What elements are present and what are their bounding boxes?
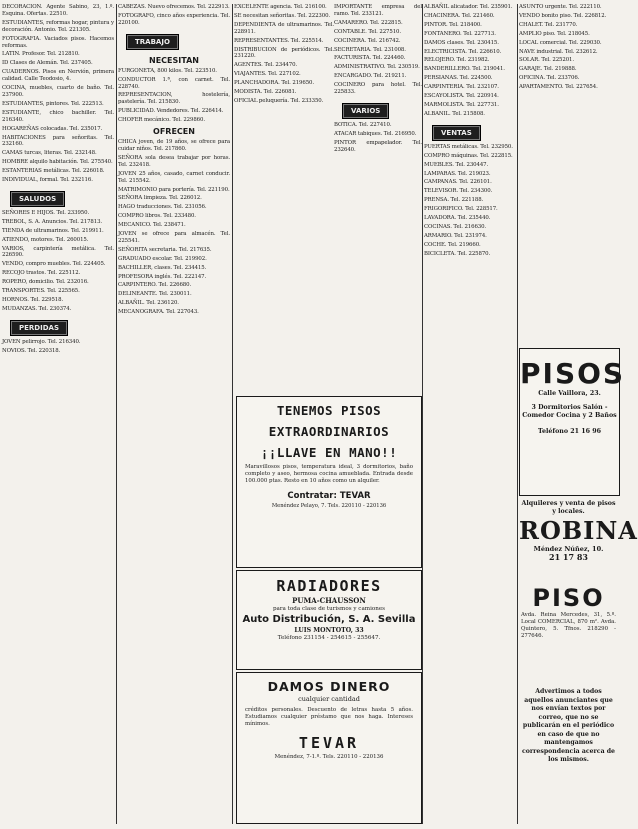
column-divider (116, 4, 117, 824)
ads-group (2, 210, 114, 313)
subheader-ofrecen: OFRECEN (153, 127, 195, 137)
classified-ad: IMPORTANTE empresa del ramo. Tel. 233121. (334, 4, 422, 17)
classified-ad: ARMARIO. Tel. 231974. (424, 232, 487, 239)
classified-ad: JOVEN pelirrojo. Tel. 216340. (2, 338, 81, 345)
classified-ad: SEÑORA sola desea trabajar por horas. Tel. 232418. (118, 154, 230, 168)
ad-title: PISO (532, 584, 605, 612)
classified-ad: LAMPARAS. Tel. 219023. (424, 170, 491, 177)
classified-ad: ESTUDIANTES, reformas hogar, pintura y decoración. Antonio. Tel. 221305. (2, 19, 114, 33)
ad-box-radiadores (236, 570, 422, 670)
classified-ad: VARIOS, carpintería metálica. Tel. 226590. (2, 245, 114, 259)
classified-ad: MARMOLISTA. Tel. 227731. (424, 101, 499, 108)
classified-ad: CAMPANAS. Tel. 226101. (424, 179, 492, 186)
classified-ad: DECORACION. Agente Sabino, 23, 1.º. Esquina. Ofertas. 22510. (2, 4, 114, 17)
ad-box-pisos (519, 348, 626, 496)
classified-ad: ESTANTERIAS metálicas. Tel. 226018. (2, 168, 105, 175)
classified-ad: REPRESENTANTES. Tel. 225514. (234, 37, 324, 44)
classified-ad: CONTABLE. Tel. 227510. (334, 28, 401, 35)
classified-ad: DEPENDIENTA de ultramarinos. Tel. 228911. (234, 21, 334, 35)
classified-ad: CONDUCTOR 1.ª, con carnet. Tel. 228740. (118, 76, 230, 90)
subheader-necesitan: NECESITAN (149, 55, 199, 65)
ads-group (2, 101, 114, 184)
classified-ad: COCINAS. Tel. 216630. (424, 223, 487, 230)
ad-address: Calle Vaillora, 23. (538, 390, 601, 397)
ad-brand: PUMA-CHAUSSON (292, 596, 366, 605)
classified-ad: DAMOS clases. Tel. 230415. (424, 39, 499, 46)
classified-ad: CHICA joven, de 19 años, se ofrece para cuidar niños. Tel. 217860. (118, 139, 230, 152)
ad-title: DAMOS DINERO (267, 679, 391, 694)
column-2 (118, 4, 230, 318)
ad-body: Maravillosos pisos, temperatura ideal, 3 dormitorios, baño completo y aseo, hermosa cocina amueblada. Entrada desde 100.000 ptas. Resto en 10 años como un alquiler. (245, 464, 413, 484)
classified-ad: SEÑORA limpieza. Tel. 226012. (118, 195, 202, 202)
classified-ad: SOLAR. Tel. 225201. (519, 57, 574, 64)
ad-contact: Contratar: TEVAR (287, 490, 371, 501)
ad-address: Menéndez Pelayo, 7. Tels. 220110 - 220136 (271, 502, 387, 509)
column-6 (519, 4, 618, 344)
classified-ad: BOTICA. Tel. 227410. (334, 121, 392, 128)
ad-box-piso (519, 584, 618, 684)
classified-ad: PINTOR empapelador. Tel. 232640. (334, 139, 422, 153)
classified-ad: ADMINISTRATIVO. Tel. 230519. (334, 64, 420, 71)
classified-ad: HAGO traducciones. Tel. 231056. (118, 204, 207, 211)
ad-title-line: EXTRAORDINARIOS (268, 424, 390, 439)
classified-ad: TIENDA de ultramarinos. Tel. 219911. (2, 227, 104, 234)
classified-ad: BANDERILLERO. Tel. 219041. (424, 66, 505, 73)
classified-ad: AGENTES. Tel. 234470. (234, 62, 298, 69)
section-header-ventas: VENTAS (432, 125, 481, 141)
classified-ad: OFICINA. Tel. 233706. (519, 75, 580, 82)
classified-ad: HOGAREÑAS colocadas. Tel. 235017. (2, 125, 103, 132)
ad-company: Auto Distribución, S. A. Sevilla (242, 614, 416, 625)
section-header-varios: VARIOS (342, 103, 389, 119)
column-1 (2, 4, 114, 357)
column-5 (424, 4, 516, 260)
classified-ad: TREBOL, S. A. Anuncios. Tel. 217813. (2, 218, 103, 225)
classified-ad: DISTRIBUCION de periódicos. Tel. 231220. (234, 46, 334, 60)
classified-ad: APARTAMENTO. Tel. 227654. (519, 84, 598, 91)
ad-title-line: TENEMOS PISOS (276, 403, 382, 418)
classified-ad: PLANCHADORA. Tel. 219650. (234, 80, 314, 87)
classified-ad: HORNOS. Tel. 229518. (2, 297, 64, 303)
classified-ad: MUEBLES. Tel. 230447. (424, 161, 489, 168)
classified-ad: ENCARGADO. Tel. 219211. (334, 73, 407, 80)
classified-ad: PERSIANAS. Tel. 224500. (424, 75, 493, 82)
ad-box-damos-dinero (236, 672, 422, 824)
classified-ad: RECOJO trastos. Tel. 225112. (2, 270, 81, 277)
classified-ad: RELOJERO. Tel. 231982. (424, 57, 490, 64)
classified-ad: FACTURISTA. Tel. 224460. (334, 55, 406, 62)
classified-ad: ESTUDIANTE, chico bachiller. Tel. 216340. (2, 109, 114, 123)
classified-ad: LOCAL comercial. Tel. 229030. (519, 39, 602, 46)
classified-ad: GRADUADO escolar. Tel. 219902. (118, 255, 207, 262)
classified-ad: JOVEN se ofrece para almacén. Tel. 225541. (118, 231, 230, 244)
ad-phone: Teléfono 21 16 96 (538, 428, 601, 435)
ad-header: Alquileres y venta de pisos y locales. (521, 500, 616, 515)
classified-ad: JOVEN 25 años, casado, carnet conducir. Tel. 215542. (118, 170, 230, 184)
ad-body: créditos personales. Descuento de letras hasta 5 años. Estudiamos cualquier préstamo que nos haga. Intereses mínimos. (245, 707, 413, 727)
ad-box-robina (519, 500, 638, 582)
classified-ad: NOVIOS. Tel. 220318. (2, 347, 61, 354)
classified-ad: FOTOGRAFIA. Vaciados pisos. Hacemos reformas. (2, 35, 114, 49)
column-divider (422, 4, 423, 824)
ad-title: PISOS (520, 357, 626, 390)
classified-ad: FONTANERO. Tel. 227713. (424, 30, 496, 37)
section-header-perdidas: PERDIDAS (10, 320, 68, 336)
classified-ad: MECANOGRAFA. Tel. 227043. (118, 309, 199, 316)
classified-ad: ALBANIL. Tel. 215808. (424, 110, 485, 117)
ad-address: LUIS MONTOTO, 33 (294, 627, 364, 634)
classified-ad: HABITACIONES para señoritas. Tel. 232160. (2, 134, 114, 148)
classified-ad: COMPRO máquinas. Tel. 222815. (424, 152, 513, 159)
classified-ad: CAMARERO. Tel. 222815. (334, 19, 403, 26)
classified-ad: ID Clases de Alemán. Tel. 237405. (2, 60, 93, 67)
classified-ad: NAVE industrial. Tel. 232612. (519, 48, 598, 55)
classified-ad: ASUNTO urgente. Tel. 222110. (519, 4, 602, 10)
classified-ad: CARPINTERIA. Tel. 232107. (424, 84, 499, 91)
classified-ad: COCINERO para hotel. Tel. 225833. (334, 82, 422, 96)
ad-title-line: ¡¡LLAVE EN MANO!! (260, 445, 398, 460)
classified-ad: SECRETARIA. Tel. 231008. (334, 46, 406, 53)
classified-ad: SE necesitan señoritas. Tel. 222300. (234, 12, 331, 19)
classified-ad: GARAJE. Tel. 219888. (519, 66, 577, 73)
classified-ad: COCINA, muebles, cuarto de baño. Tel. 237900. (2, 85, 114, 98)
classified-ad: VIAJANTES. Tel. 227102. (234, 71, 301, 78)
ad-address: Méndez Núñez, 10. (533, 545, 604, 553)
ads-group (2, 339, 114, 355)
classified-ad: CAMAS turcas, literas. Tel. 232148. (2, 150, 97, 157)
ad-phones: Teléfono 231154 - 254615 - 255647. (277, 635, 381, 641)
classified-ad: ESCAYOLISTA. Tel. 220914. (424, 93, 499, 100)
classified-ad: FRIGORIFICO. Tel. 228517. (424, 206, 498, 213)
classified-ad: CARPINTERO. Tel. 226680. (118, 282, 192, 289)
classified-ad: PRENSA. Tel. 221188. (424, 197, 484, 204)
classified-ad: TELEVISOR. Tel. 234300. (424, 188, 493, 195)
classified-ad: COMPRO libros. Tel. 233480. (118, 213, 196, 220)
column-divider (517, 4, 518, 824)
classified-ad: PINTOR. Tel. 218400. (424, 21, 482, 28)
classified-ad: MATRIMONIO para portería. Tel. 221190. (118, 186, 230, 193)
classified-ad: SEÑORITA secretaria. Tel. 217635. (118, 246, 212, 253)
classified-ad: ATIENDO, motores. Tel. 260015. (2, 236, 89, 243)
classified-ad: CABEZAS. Nuevo ofrecemos. Tel. 222913. (118, 4, 230, 10)
classified-ad: PUBLICIDAD. Vendedores. Tel. 226414. (118, 108, 224, 115)
ad-body: Avda. Reina Mercedes, 31, 5.º. Local COMERCIAL, 870 m². Avda. Quintero, 5. Tfnos. 218290 - 277646. (521, 612, 616, 639)
classified-ad: ALBAÑIL. Tel. 236120. (118, 300, 179, 307)
column-4 (334, 4, 422, 392)
classified-ad: HOMBRE alquilo habitación. Tel. 275540. (2, 159, 113, 166)
classified-ad: LATIN. Profesor. Tel. 212810. (2, 51, 80, 58)
classified-ad: CUADERNOS. Pisos en Nervión, primera calidad. Calle Teodosio, 4. (2, 69, 114, 83)
classified-ad: COCINERA. Tel. 216742. (334, 37, 401, 44)
classified-ad: MODISTA. Tel. 226081. (234, 89, 297, 96)
classified-ad: FURGONETA, 800 kilos. Tel. 223510. (118, 67, 217, 74)
ad-phone: 21 17 83 (549, 552, 588, 562)
classified-ad: MECANICO. Tel. 238471. (118, 222, 186, 229)
classified-ad: ELECTRICISTA. Tel. 226610. (424, 48, 502, 55)
ad-box-tevar-pisos (236, 396, 422, 568)
classified-ad: TRANSPORTES. Tel. 225565. (2, 288, 80, 295)
classified-ad: AMPLIO piso. Tel. 218045. (519, 30, 590, 37)
column-divider (232, 4, 233, 824)
classified-ad: DELINEANTE. Tel. 230011. (118, 291, 192, 298)
classified-ad: FOTOGRAFO, cinco años experiencia. Tel. 220100. (118, 12, 230, 26)
classified-ad: PROFESORA inglés. Tel. 222147. (118, 273, 207, 280)
classified-ad: MUDANZAS. Tel. 230374. (2, 305, 72, 312)
classified-ad: ATACAR tabiques. Tel. 216950. (334, 130, 417, 137)
classified-ad: ALBAÑIL alicatador. Tel. 235901. (424, 4, 513, 10)
ad-subtitle: cualquier cantidad (298, 695, 360, 703)
classified-ad: CHACINERA. Tel. 221460. (424, 12, 495, 19)
ad-address: Menéndez, 7-1.º. Tels. 220110 - 220136 (274, 753, 384, 760)
section-header-trabajo: TRABAJO (126, 34, 179, 50)
ad-box-advertencia (519, 688, 618, 812)
ad-company: TEVAR (298, 733, 360, 752)
classified-ad: OFICIAL peluquería. Tel. 233350. (234, 97, 324, 104)
classified-ad: COCHE. Tel. 219660. (424, 241, 481, 248)
column-3 (234, 4, 334, 392)
ad-title: ROBINA (519, 516, 638, 545)
classified-ad: LAVADORA. Tel. 235440. (424, 215, 491, 222)
ads-group (2, 4, 114, 99)
notice-text: Advertimos a todos aquellos anunciantes que nos envían textos por correo, que no se publicarán en el periódico en caso de que no mantengamos correspondencia acerca de los mismos. (522, 688, 615, 763)
classified-ad: BACHILLER, clases. Tel. 234415. (118, 264, 207, 271)
classified-ad: VENDO bonito piso. Tel. 226812. (519, 12, 607, 19)
classified-ad: BICICLETA. Tel. 225870. (424, 250, 491, 257)
classified-ad: CHALET. Tel. 231770. (519, 21, 578, 28)
classified-ad: CHOFER mecánico. Tel. 229860. (118, 117, 205, 124)
classified-ad: REPRESENTACION, hostelería, pastelería. Tel. 215830. (118, 92, 230, 106)
classified-ad: EXCELENTE agencia. Tel. 216100. (234, 4, 327, 10)
classified-ad: PUERTAS metálicas. Tel. 232950. (424, 143, 513, 150)
classified-ad: ROPERO, domicilio. Tel. 232016. (2, 279, 89, 286)
classified-ad: INDIVIDUAL, formal. Tel. 232116. (2, 177, 93, 184)
section-header-saludos: SALUDOS (10, 191, 65, 207)
ad-description: 3 Dormitorios Salón - Comedor Cocina y 2 Baños (522, 404, 617, 419)
classified-ad: SEÑORES E HIJOS. Tel. 233950. (2, 209, 90, 216)
ad-tagline: para toda clase de turismos y camiones (272, 606, 386, 612)
ad-title: RADIADORES (276, 577, 382, 595)
classified-ad: VENDO, compro muebles. Tel. 224405. (2, 261, 106, 268)
classified-ad: ESTUDIANTES, pintores. Tel. 222513. (2, 100, 104, 107)
